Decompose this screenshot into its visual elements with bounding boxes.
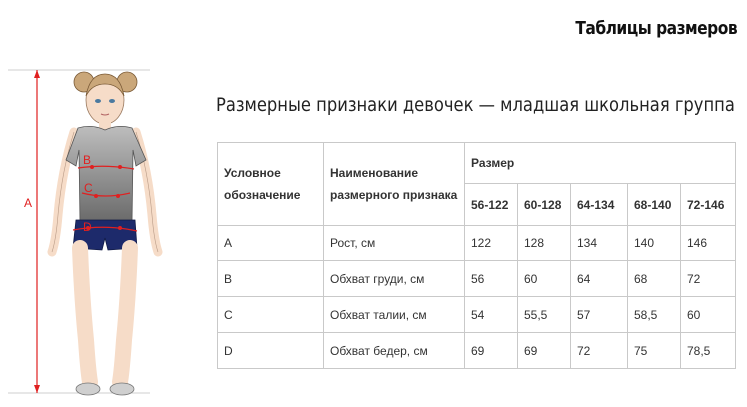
label-a: A xyxy=(24,196,33,210)
size-header: 60-128 xyxy=(518,184,571,226)
row-value: 146 xyxy=(681,226,736,261)
row-code: D xyxy=(218,333,324,369)
header-name: Наименование размерного признака xyxy=(324,143,465,226)
row-value: 58,5 xyxy=(628,297,681,333)
size-table xyxy=(217,142,736,369)
row-name: Обхват груди, см xyxy=(324,261,465,297)
row-name: Рост, см xyxy=(324,226,465,261)
size-header: 72-146 xyxy=(681,184,736,226)
row-value: 78,5 xyxy=(681,333,736,369)
row-value: 60 xyxy=(681,297,736,333)
row-value: 57 xyxy=(571,297,628,333)
label-b: B xyxy=(83,153,92,167)
size-header: 64-134 xyxy=(571,184,628,226)
row-value: 54 xyxy=(465,297,518,333)
table-row xyxy=(218,226,736,261)
size-header: 56-122 xyxy=(465,184,518,226)
row-value: 75 xyxy=(628,333,681,369)
label-d: D xyxy=(83,220,92,234)
girl-figure-illustration xyxy=(0,60,175,407)
row-code: C xyxy=(218,297,324,333)
row-value: 128 xyxy=(518,226,571,261)
row-name: Обхват бедер, см xyxy=(324,333,465,369)
row-value: 122 xyxy=(465,226,518,261)
row-code: B xyxy=(218,261,324,297)
row-value: 69 xyxy=(465,333,518,369)
row-value: 69 xyxy=(518,333,571,369)
row-value: 60 xyxy=(518,261,571,297)
row-value: 134 xyxy=(571,226,628,261)
size-header: 68-140 xyxy=(628,184,681,226)
row-name: Обхват талии, см xyxy=(324,297,465,333)
label-c: C xyxy=(84,181,93,195)
row-value: 140 xyxy=(628,226,681,261)
row-value: 64 xyxy=(571,261,628,297)
table-row xyxy=(218,261,736,297)
row-value: 68 xyxy=(628,261,681,297)
table-row xyxy=(218,333,736,369)
table-row xyxy=(218,297,736,333)
row-value: 72 xyxy=(571,333,628,369)
header-size: Размер xyxy=(465,143,736,184)
table-subtitle: Размерные признаки девочек — младшая школьная группа xyxy=(216,94,735,116)
row-value: 56 xyxy=(465,261,518,297)
row-value: 72 xyxy=(681,261,736,297)
page-title: Таблицы размеров xyxy=(575,18,737,39)
header-designation: Условное обозначение xyxy=(218,143,324,226)
row-value: 55,5 xyxy=(518,297,571,333)
row-code: A xyxy=(218,226,324,261)
